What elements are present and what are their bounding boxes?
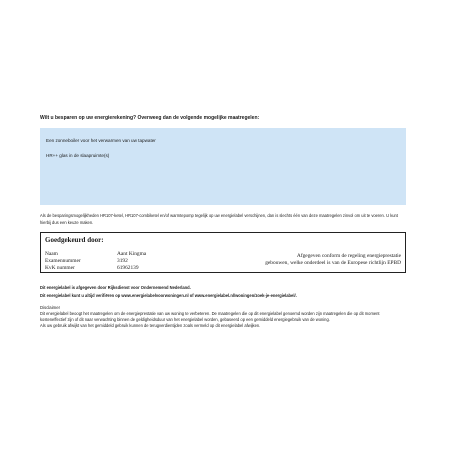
conformity-statement (265, 253, 401, 267)
row-value: Aant Kingma (117, 251, 147, 257)
measures-heading: Wilt u besparen op uw energierekening? Overweeg dan de volgende mogelijke maatregelen: (40, 115, 260, 121)
approved-title: Goedgekeurd door: (45, 236, 104, 244)
measure-item: HR++ glas in de slaapruimte(s) (46, 153, 110, 158)
disclaimer-line: kosteneffectief zijn of dit naar verwachting binnen de geldigheidsduur van het energielabel worden, gebaseerd op een gemiddeld energiegebruik van de woning. (40, 317, 330, 322)
verify-text: Dit energielabel kunt u altijd verifiëren op www.energielabelvoorwoningen.nl of www.energielabel.nl/woningen/zoek-je-energielabel/. (40, 293, 297, 298)
row-label: Naam (45, 251, 58, 257)
choice-note: Als de besparingsmogelijkheden HR107-ketel, HR107-combiketel en/of warmtepomp tegelijk op uw energielabel verschijnen, dan is slechts één van deze maatregelen zinvol om uit te voeren. U kunt hierbij dus een keuze maken. (40, 213, 398, 225)
disclaimer-text (40, 311, 410, 329)
row-label: Examennummer (45, 258, 81, 264)
disclaimer-line: Dit energielabel beoogt het maatregelen om de energieprestatie van uw woning te verbeteren. De maatregelen die op dit energielabel genoemd worden zijn maatregelen die op dit moment (40, 311, 380, 316)
approver-name-row (45, 251, 147, 258)
conformity-line: Afgegeven conform de regeling energieprestatie (296, 253, 401, 259)
row-label: KvK nummer (45, 265, 75, 271)
approved-by-box (40, 232, 406, 273)
measure-item: Een zonneboiler voor het verwarmen van uw tapwater (46, 138, 156, 143)
row-value: 3192 (117, 258, 128, 264)
disclaimer-title: Disclaimer (40, 305, 61, 310)
row-value: 61962139 (117, 265, 139, 271)
disclaimer-line: Als uw gebruik afwijkt van het gemiddeld gebruik kunnen de terugverdientijden zoals vermeld op dit energielabel afwijken. (40, 323, 261, 328)
issued-by-text: Dit energielabel is afgegeven door Rijksdienst voor Ondernemend Nederland. (40, 285, 191, 290)
kvk-number-row (45, 265, 139, 272)
measures-box (40, 128, 406, 205)
conformity-line: gebouwen, welke onderdeel is van de Europese richtlijn EPBD (265, 260, 401, 266)
exam-number-row (45, 258, 128, 265)
